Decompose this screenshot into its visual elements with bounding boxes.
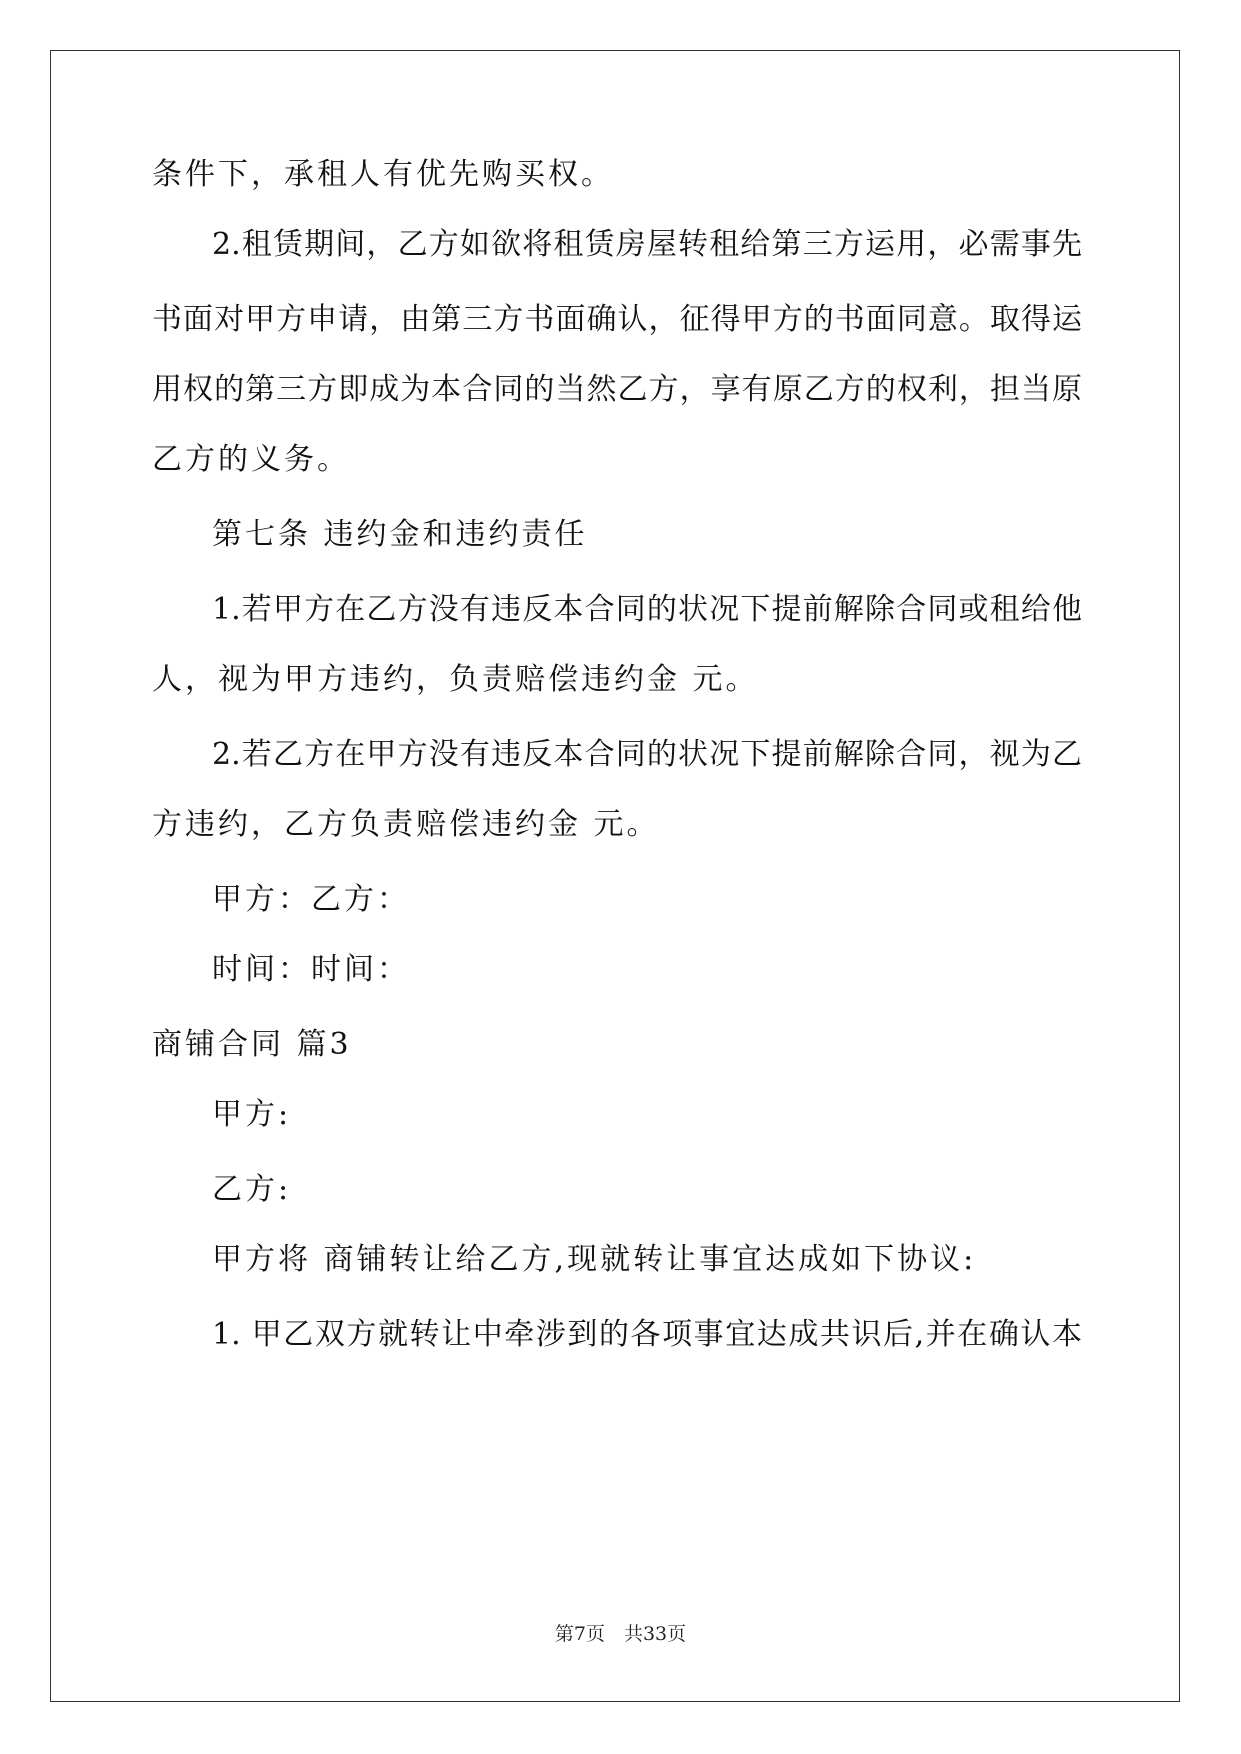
signature-parties-line: 甲方：乙方：	[212, 882, 410, 917]
page-number-footer: 第7页 共33页	[554, 1623, 687, 1645]
section-heading: 第七条 违约金和违约责任	[212, 517, 588, 552]
party-b-label: 乙方:	[212, 1172, 292, 1207]
page-border	[50, 50, 1180, 1702]
text-line-3: 书面对甲方申请，由第三方书面确认，征得甲方的书面同意。取得运	[152, 302, 1082, 337]
text-line-7: 1.若甲方在乙方没有违反本合同的状况下提前解除合同或租给他	[212, 592, 1082, 627]
text-line-8: 人，视为甲方违约，负责赔偿违约金 元。	[152, 662, 759, 697]
signature-time-line: 时间：时间：	[212, 952, 410, 987]
text-line-10: 方违约，乙方负责赔偿违约金 元。	[152, 807, 660, 842]
contract-title: 商铺合同 篇3	[152, 1027, 352, 1062]
text-line-1: 条件下，承租人有优先购买权。	[152, 157, 614, 192]
text-line-17: 1. 甲乙双方就转让中牵涉到的各项事宜达成共识后,并在确认本	[212, 1317, 1082, 1352]
party-a-label: 甲方:	[212, 1097, 292, 1132]
text-line-4: 用权的第三方即成为本合同的当然乙方，享有原乙方的权利，担当原	[152, 372, 1082, 407]
text-line-16: 甲方将 商铺转让给乙方,现就转让事宜达成如下协议:	[212, 1242, 977, 1277]
text-line-5: 乙方的义务。	[152, 442, 350, 477]
text-line-9: 2.若乙方在甲方没有违反本合同的状况下提前解除合同，视为乙	[212, 737, 1082, 772]
text-line-2: 2.租赁期间，乙方如欲将租赁房屋转租给第三方运用，必需事先	[212, 227, 1082, 262]
